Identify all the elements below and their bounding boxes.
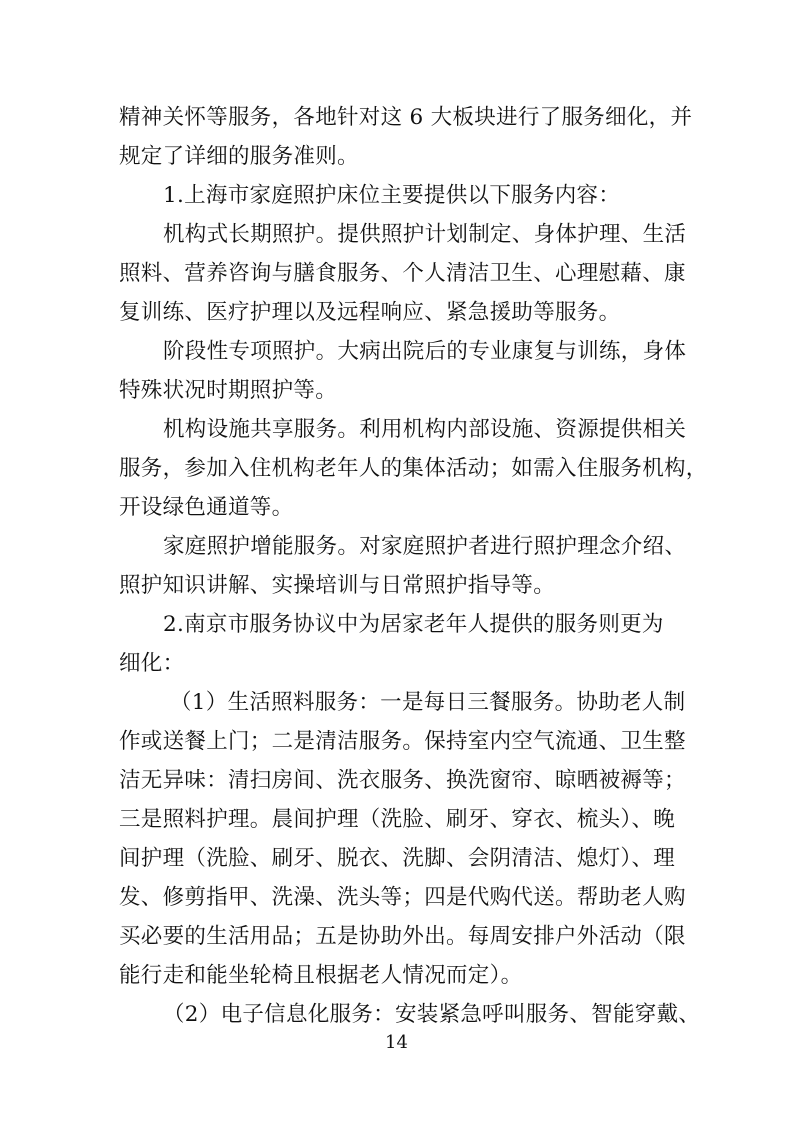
paragraph-line: 买必要的生活用品；五是协助外出。每周安排户外活动（限 (119, 924, 686, 949)
paragraph-line: 间护理（洗脸、刷牙、脱衣、洗脚、会阴清洁、熄灯）、理 (119, 846, 676, 871)
paragraph-line: 细化： (119, 651, 185, 676)
paragraph-line: 1.上海市家庭照护床位主要提供以下服务内容： (163, 183, 621, 208)
paragraph-line: 服务，参加入住机构老年人的集体活动；如需入住服务机构， (119, 456, 708, 481)
paragraph-line: 照料、营养咨询与膳食服务、个人清洁卫生、心理慰藉、康 (119, 261, 686, 286)
paragraph-line: 阶段性专项照护。大病出院后的专业康复与训练，身体 (163, 339, 687, 364)
paragraph-line: 规定了详细的服务准则。 (119, 144, 359, 169)
page-number: 14 (385, 1032, 408, 1053)
paragraph-line: 特殊状况时期照护等。 (119, 378, 338, 403)
paragraph-line: （1）生活照料服务：一是每日三餐服务。协助老人制 (170, 690, 686, 715)
paragraph-line: 复训练、医疗护理以及远程响应、紧急援助等服务。 (119, 300, 621, 325)
paragraph-line: 家庭照护增能服务。对家庭照护者进行照护理念介绍、 (163, 534, 687, 559)
paragraph-line: 发、修剪指甲、洗澡、洗头等；四是代购代送。帮助老人购 (119, 885, 686, 910)
paragraph-line: （2）电子信息化服务：安装紧急呼叫服务、智能穿戴、 (163, 1002, 701, 1027)
paragraph-line: 能行走和能坐轮椅且根据老人情况而定）。 (119, 963, 523, 988)
paragraph-line: 三是照料护理。晨间护理（洗脸、刷牙、穿衣、梳头）、晚 (119, 807, 676, 832)
paragraph-line: 机构设施共享服务。利用机构内部设施、资源提供相关 (163, 417, 687, 442)
paragraph-line: 2.南京市服务协议中为居家老年人提供的服务则更为 (163, 612, 664, 637)
paragraph-line: 照护知识讲解、实操培训与日常照护指导等。 (119, 573, 556, 598)
paragraph-line: 作或送餐上门；二是清洁服务。保持室内空气流通、卫生整 (119, 729, 686, 754)
paragraph-line: 洁无异味：清扫房间、洗衣服务、换洗窗帘、晾晒被褥等； (119, 768, 686, 793)
paragraph-line: 精神关怀等服务，各地针对这 6 大板块进行了服务细化，并 (119, 105, 693, 130)
paragraph-line: 机构式长期照护。提供照护计划制定、身体护理、生活 (163, 222, 687, 247)
paragraph-line: 开设绿色通道等。 (119, 495, 294, 520)
